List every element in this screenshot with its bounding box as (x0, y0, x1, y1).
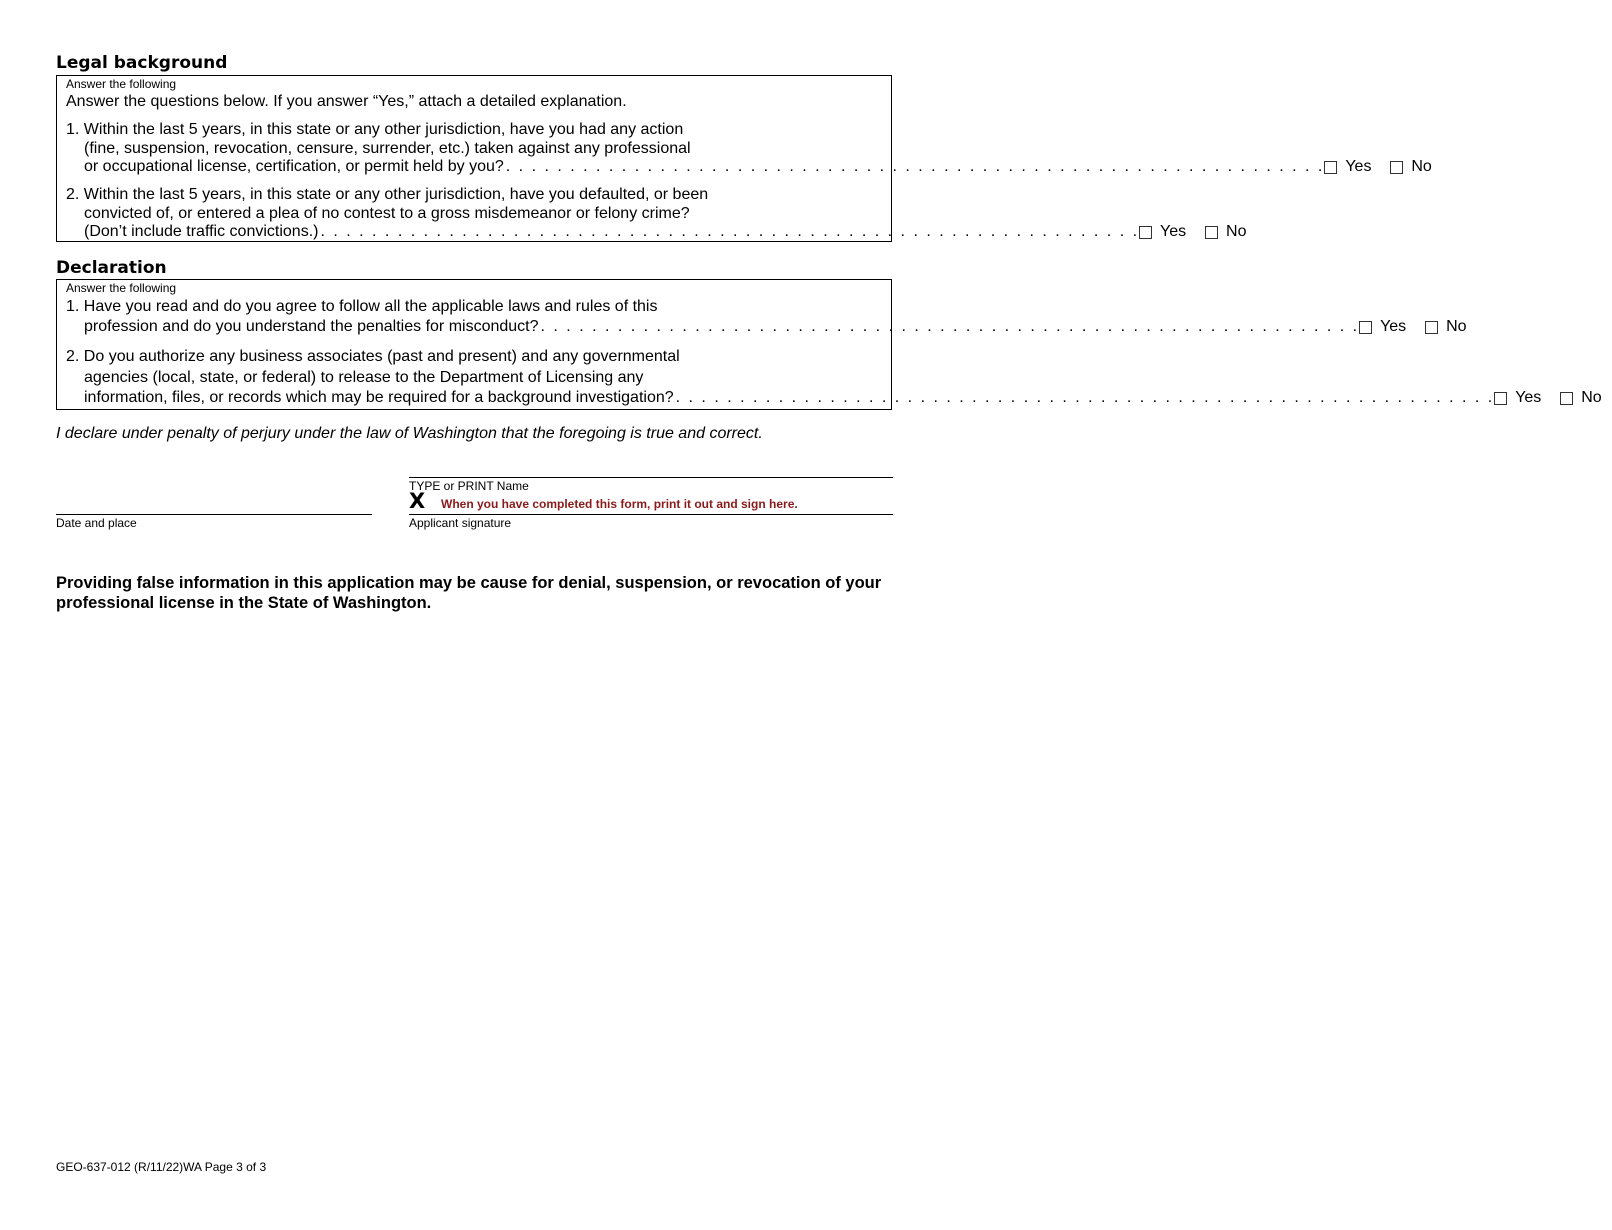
yes-label: Yes (1380, 318, 1407, 335)
declaration-heading: Declaration (56, 258, 167, 278)
declaration-q1-yes-checkbox[interactable] (1359, 321, 1372, 334)
no-label: No (1411, 158, 1432, 175)
yes-label: Yes (1345, 158, 1372, 175)
legal-background-heading: Legal background (56, 53, 228, 73)
legal-q1-no-checkbox[interactable] (1390, 161, 1403, 174)
question-line: profession and do you understand the penalties for misconduct? (84, 318, 539, 335)
question-line: 2. Do you authorize any business associates (past and present) and any governmental (66, 348, 680, 365)
legal-q2-no-option[interactable] (1205, 223, 1246, 242)
question-line: convicted of, or entered a plea of no contest to a gross misdemeanor or felony crime? (84, 204, 690, 222)
question-line: (fine, suspension, revocation, censure, surrender, etc.) taken against any professional (84, 139, 691, 157)
yes-label: Yes (1515, 389, 1542, 406)
question-line: 1. Within the last 5 years, in this state or any other jurisdiction, have you had any action (66, 121, 684, 138)
legal-q1-no-option[interactable] (1390, 158, 1431, 177)
declaration-box-caption: Answer the following (66, 281, 177, 295)
form-footer: GEO-637-012 (R/11/22)WA Page 3 of 3 (56, 1160, 267, 1174)
no-label: No (1446, 318, 1467, 335)
declaration-question-1 (66, 297, 1467, 337)
declaration-q2-no-option[interactable] (1560, 388, 1601, 409)
applicant-signature-label: Applicant signature (409, 516, 512, 530)
legal-q2-yes-option[interactable] (1139, 223, 1205, 242)
legal-q2-yes-checkbox[interactable] (1139, 226, 1152, 239)
declaration-question-2 (66, 347, 1602, 409)
type-print-name-label: TYPE or PRINT Name (409, 479, 529, 493)
leader-dots: . . . . . . . . . . . . . . . . . . . . . . . . . . . . . . . . . . . . . . . . . . . . . . . . . . . . . . . . . . . . . . . . (320, 223, 1140, 240)
legal-q2-no-checkbox[interactable] (1205, 226, 1218, 239)
legal-q1-yes-option[interactable] (1324, 158, 1390, 177)
name-line (409, 477, 893, 478)
legal-box-caption: Answer the following (66, 77, 177, 91)
leader-dots: . . . . . . . . . . . . . . . . . . . . . . . . . . . . . . . . . . . . . . . . . . . . . . . . . . . . . . . . . . . . . . . . (505, 158, 1325, 175)
declaration-q1-yes-option[interactable] (1359, 317, 1425, 337)
legal-question-2 (66, 186, 1247, 242)
date-and-place-label: Date and place (56, 516, 137, 530)
no-label: No (1581, 389, 1602, 406)
declaration-q1-no-checkbox[interactable] (1425, 321, 1438, 334)
yes-label: Yes (1160, 223, 1187, 240)
legal-intro-text: Answer the questions below. If you answer “Yes,” attach a detailed explanation. (66, 93, 627, 110)
legal-background-box (56, 75, 1432, 242)
declaration-q2-no-checkbox[interactable] (1560, 392, 1573, 405)
no-label: No (1226, 223, 1247, 240)
legal-q1-yes-checkbox[interactable] (1324, 161, 1337, 174)
declaration-box (56, 279, 1602, 410)
question-line: 1. Have you read and do you agree to follow all the applicable laws and rules of this (66, 298, 658, 315)
legal-question-1 (66, 121, 1432, 177)
signature-x-mark: X (409, 489, 426, 513)
declaration-q2-yes-option[interactable] (1494, 388, 1560, 409)
perjury-statement: I declare under penalty of perjury under the law of Washington that the foregoing is true and correct. (56, 425, 763, 442)
date-place-line[interactable] (56, 514, 372, 515)
question-line: agencies (local, state, or federal) to release to the Department of Licensing any (84, 368, 644, 386)
declaration-q2-yes-checkbox[interactable] (1494, 392, 1507, 405)
question-line: (Don’t include traffic convictions.) (84, 223, 319, 240)
question-line: 2. Within the last 5 years, in this state or any other jurisdiction, have you defaulted, or been (66, 186, 709, 203)
signature-instruction: When you have completed this form, print it out and sign here. (441, 497, 798, 511)
leader-dots: . . . . . . . . . . . . . . . . . . . . . . . . . . . . . . . . . . . . . . . . . . . . . . . . . . . . . . . . . . . . . . . . (675, 389, 1495, 406)
false-information-warning: Providing false information in this application may be cause for denial, suspension, or revocation of your professional license in the State of Washington. (56, 574, 882, 612)
declaration-q1-no-option[interactable] (1425, 317, 1466, 337)
question-line: information, files, or records which may be required for a background investigation? (84, 389, 674, 406)
leader-dots: . . . . . . . . . . . . . . . . . . . . . . . . . . . . . . . . . . . . . . . . . . . . . . . . . . . . . . . . . . . . . . . . (540, 318, 1360, 335)
question-line: or occupational license, certification, or permit held by you? (84, 158, 504, 175)
applicant-signature-line[interactable] (409, 514, 893, 515)
